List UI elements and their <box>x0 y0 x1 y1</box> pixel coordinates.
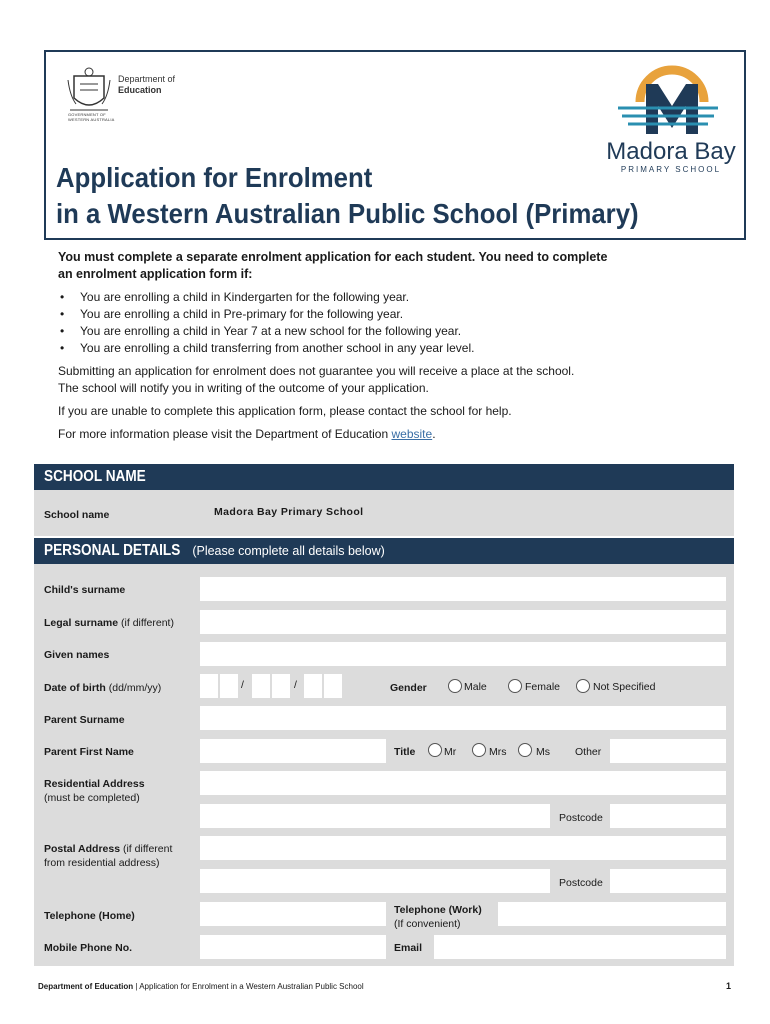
telephone-home-label: Telephone (Home) <box>44 910 135 922</box>
government-name: GOVERNMENT OF WESTERN AUSTRALIA <box>68 112 115 122</box>
dob-day-2[interactable] <box>220 674 238 698</box>
list-item: • You are enrolling a child transferring from another school in any year level. <box>58 340 698 357</box>
dob-month-1[interactable] <box>252 674 270 698</box>
childs-surname-input[interactable] <box>200 577 726 601</box>
list-item: • You are enrolling a child in Kindergarten for the following year. <box>58 289 698 306</box>
dob-year-1[interactable] <box>304 674 322 698</box>
residential-address-note: (must be completed) <box>44 792 140 804</box>
page-number: 1 <box>726 981 732 991</box>
gender-female-radio[interactable] <box>508 679 522 693</box>
page-footer: Department of Education | Application for Enrolment in a Western Australian Public School <box>38 982 364 991</box>
telephone-home-input[interactable] <box>200 902 386 926</box>
enrolment-reasons-list <box>58 289 698 357</box>
title-other-input[interactable] <box>610 739 726 763</box>
postal-postcode-input[interactable] <box>610 869 726 893</box>
help-notice: If you are unable to complete this application form, please contact the school for help. <box>58 404 512 418</box>
telephone-work-label: Telephone (Work) <box>394 904 482 916</box>
residential-address-line2-input[interactable] <box>200 804 550 828</box>
postal-address-label: Postal Address (if different <box>44 843 173 855</box>
residential-address-line1-input[interactable] <box>200 771 726 795</box>
dob-separator: / <box>294 679 297 691</box>
dob-month-2[interactable] <box>272 674 290 698</box>
school-logo-subtitle: PRIMARY SCHOOL <box>620 165 722 174</box>
title-ms-label: Ms <box>536 746 550 758</box>
title-label: Title <box>394 746 416 758</box>
title-mr-label: Mr <box>444 746 457 758</box>
parent-surname-label: Parent Surname <box>44 714 125 726</box>
postal-address-note: from residential address) <box>44 857 160 869</box>
childs-surname-label: Child's surname <box>44 584 126 596</box>
email-label: Email <box>394 942 423 954</box>
title-ms-radio[interactable] <box>518 743 532 757</box>
parent-surname-input[interactable] <box>200 706 726 730</box>
gender-female-label: Female <box>525 681 561 693</box>
personal-details-header: PERSONAL DETAILS (Please complete all details below) <box>34 538 734 564</box>
legal-surname-label: Legal surname (if different) <box>44 617 174 629</box>
mobile-phone-input[interactable] <box>200 935 386 959</box>
school-name-panel <box>34 490 734 536</box>
gender-male-radio[interactable] <box>448 679 462 693</box>
dob-label: Date of birth (dd/mm/yy) <box>44 682 162 694</box>
gender-not-specified-label: Not Specified <box>593 681 656 693</box>
school-name-value: Madora Bay Primary School <box>214 506 364 518</box>
mobile-phone-label: Mobile Phone No. <box>44 942 133 954</box>
page-title: Application for Enrolment in a Western Australian Public School (Primary) <box>56 162 639 229</box>
gender-male-label: Male <box>464 681 487 693</box>
intro-instructions: You must complete a separate enrolment application for each student. You need to complete an enrolment application form if: <box>58 250 608 281</box>
email-input[interactable] <box>434 935 726 959</box>
parent-first-name-input[interactable] <box>200 739 386 763</box>
legal-surname-input[interactable] <box>200 610 726 634</box>
given-names-input[interactable] <box>200 642 726 666</box>
list-item: • You are enrolling a child in Year 7 at a new school for the following year. <box>58 323 698 340</box>
header-box <box>44 50 746 240</box>
personal-details-panel <box>34 564 734 966</box>
dob-day-1[interactable] <box>200 674 218 698</box>
list-item: • You are enrolling a child in Pre-primary for the following year. <box>58 306 698 323</box>
gender-label: Gender <box>390 682 427 694</box>
title-other-label: Other <box>575 746 602 758</box>
dob-separator: / <box>241 679 244 691</box>
school-name-header: SCHOOL NAME <box>34 464 734 490</box>
telephone-work-note: (If convenient) <box>394 918 461 930</box>
postal-address-line2-input[interactable] <box>200 869 550 893</box>
telephone-work-input[interactable] <box>498 902 726 926</box>
title-mr-radio[interactable] <box>428 743 442 757</box>
more-info-notice: For more information please visit the Department of Education website. <box>58 427 436 441</box>
residential-address-label: Residential Address <box>44 778 145 790</box>
intro-text <box>58 249 698 449</box>
postal-postcode-label: Postcode <box>559 877 603 889</box>
parent-first-name-label: Parent First Name <box>44 746 134 758</box>
department-name: Department of Education <box>118 74 176 95</box>
gender-not-specified-radio[interactable] <box>576 679 590 693</box>
title-mrs-label: Mrs <box>489 746 507 758</box>
website-link[interactable]: website <box>391 427 433 441</box>
school-logo-name: Madora Bay <box>606 138 736 165</box>
given-names-label: Given names <box>44 649 110 661</box>
title-mrs-radio[interactable] <box>472 743 486 757</box>
postal-address-line1-input[interactable] <box>200 836 726 860</box>
residential-postcode-input[interactable] <box>610 804 726 828</box>
dob-year-2[interactable] <box>324 674 342 698</box>
guarantee-notice: Submitting an application for enrolment does not guarantee you will receive a place at the school. The school will notify you in writing of the outcome of your application. <box>58 364 575 395</box>
school-name-label: School name <box>44 509 110 521</box>
residential-postcode-label: Postcode <box>559 812 603 824</box>
